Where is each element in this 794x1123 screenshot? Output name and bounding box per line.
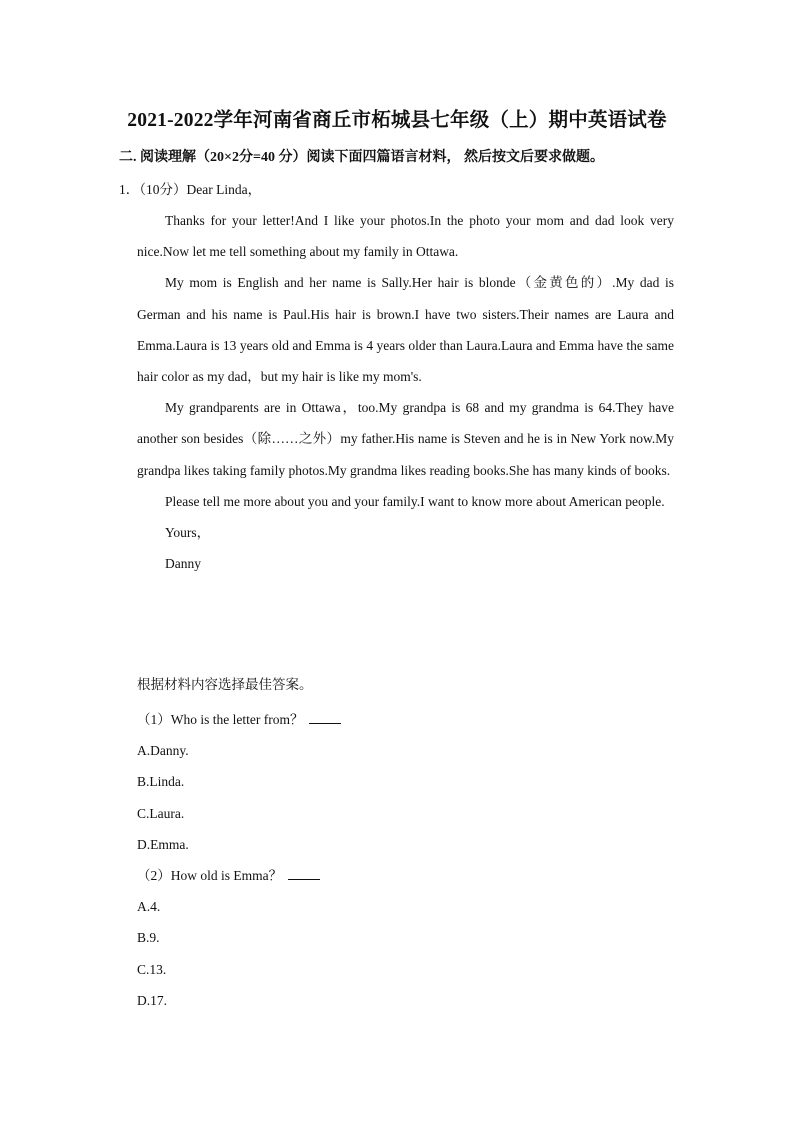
letter-paragraph: My grandparents are in Ottawa，too.My grandpa is 68 and my grandma is 64.They have another son besides（除……之外）my father.His name is Steven and he is in New York now.My grandpa likes taking family photos.My grandma likes reading books.She has many kinds of books. (137, 400, 674, 478)
instruction-text: 根据材料内容选择最佳答案。 (137, 677, 313, 692)
answer-blank[interactable] (288, 878, 320, 880)
sub-question-stem (137, 704, 341, 735)
sub-question-stem (137, 860, 341, 891)
option-item: B.9. (137, 930, 160, 946)
page-title: 2021-2022学年河南省商丘市柘城县七年级（上）期中英语试卷 (127, 110, 667, 131)
letter-paragraph: My mom is English and her name is Sally.Her hair is blonde（金黄色的）.My dad is German and his name is Paul.His hair is brown.I have two sisters.Their names are Laura and Emma.Laura is 13 years old and Emma is 4 years older than Laura.Laura and Emma have the same hair color as my dad，but my hair is like my mom's. (137, 275, 674, 385)
letter-paragraph: Thanks for your letter!And I like your photos.In the photo your mom and dad look very nice.Now let me tell something about my family in Ottawa. (137, 213, 674, 260)
letter-signature: Danny (165, 556, 201, 572)
answer-blank[interactable] (309, 722, 341, 724)
stem-text: （2）How old is Emma？ (137, 867, 283, 883)
question-number-line: 1．（10分）Dear Linda， (119, 182, 262, 197)
option-item: D.17. (137, 992, 167, 1008)
letter-body (137, 205, 674, 579)
stem-text: （1）Who is the letter from？ (137, 712, 304, 727)
letter-paragraph: Please tell me more about you and your family.I want to know more about American people. (165, 493, 665, 509)
option-item: C.Laura. (137, 805, 185, 821)
option-item: A.Danny. (137, 743, 189, 759)
letter-closing: Yours， (165, 525, 211, 541)
section-heading: 二. 阅读理解（20×2分=40 分）阅读下面四篇语言材料， 然后按文后要求做题。 (119, 150, 604, 165)
option-item: C.13. (137, 961, 167, 977)
option-item: B.Linda. (137, 774, 185, 790)
option-item: D.Emma. (137, 836, 189, 852)
option-item: A.4. (137, 899, 161, 915)
sub-question-list (137, 704, 341, 1016)
